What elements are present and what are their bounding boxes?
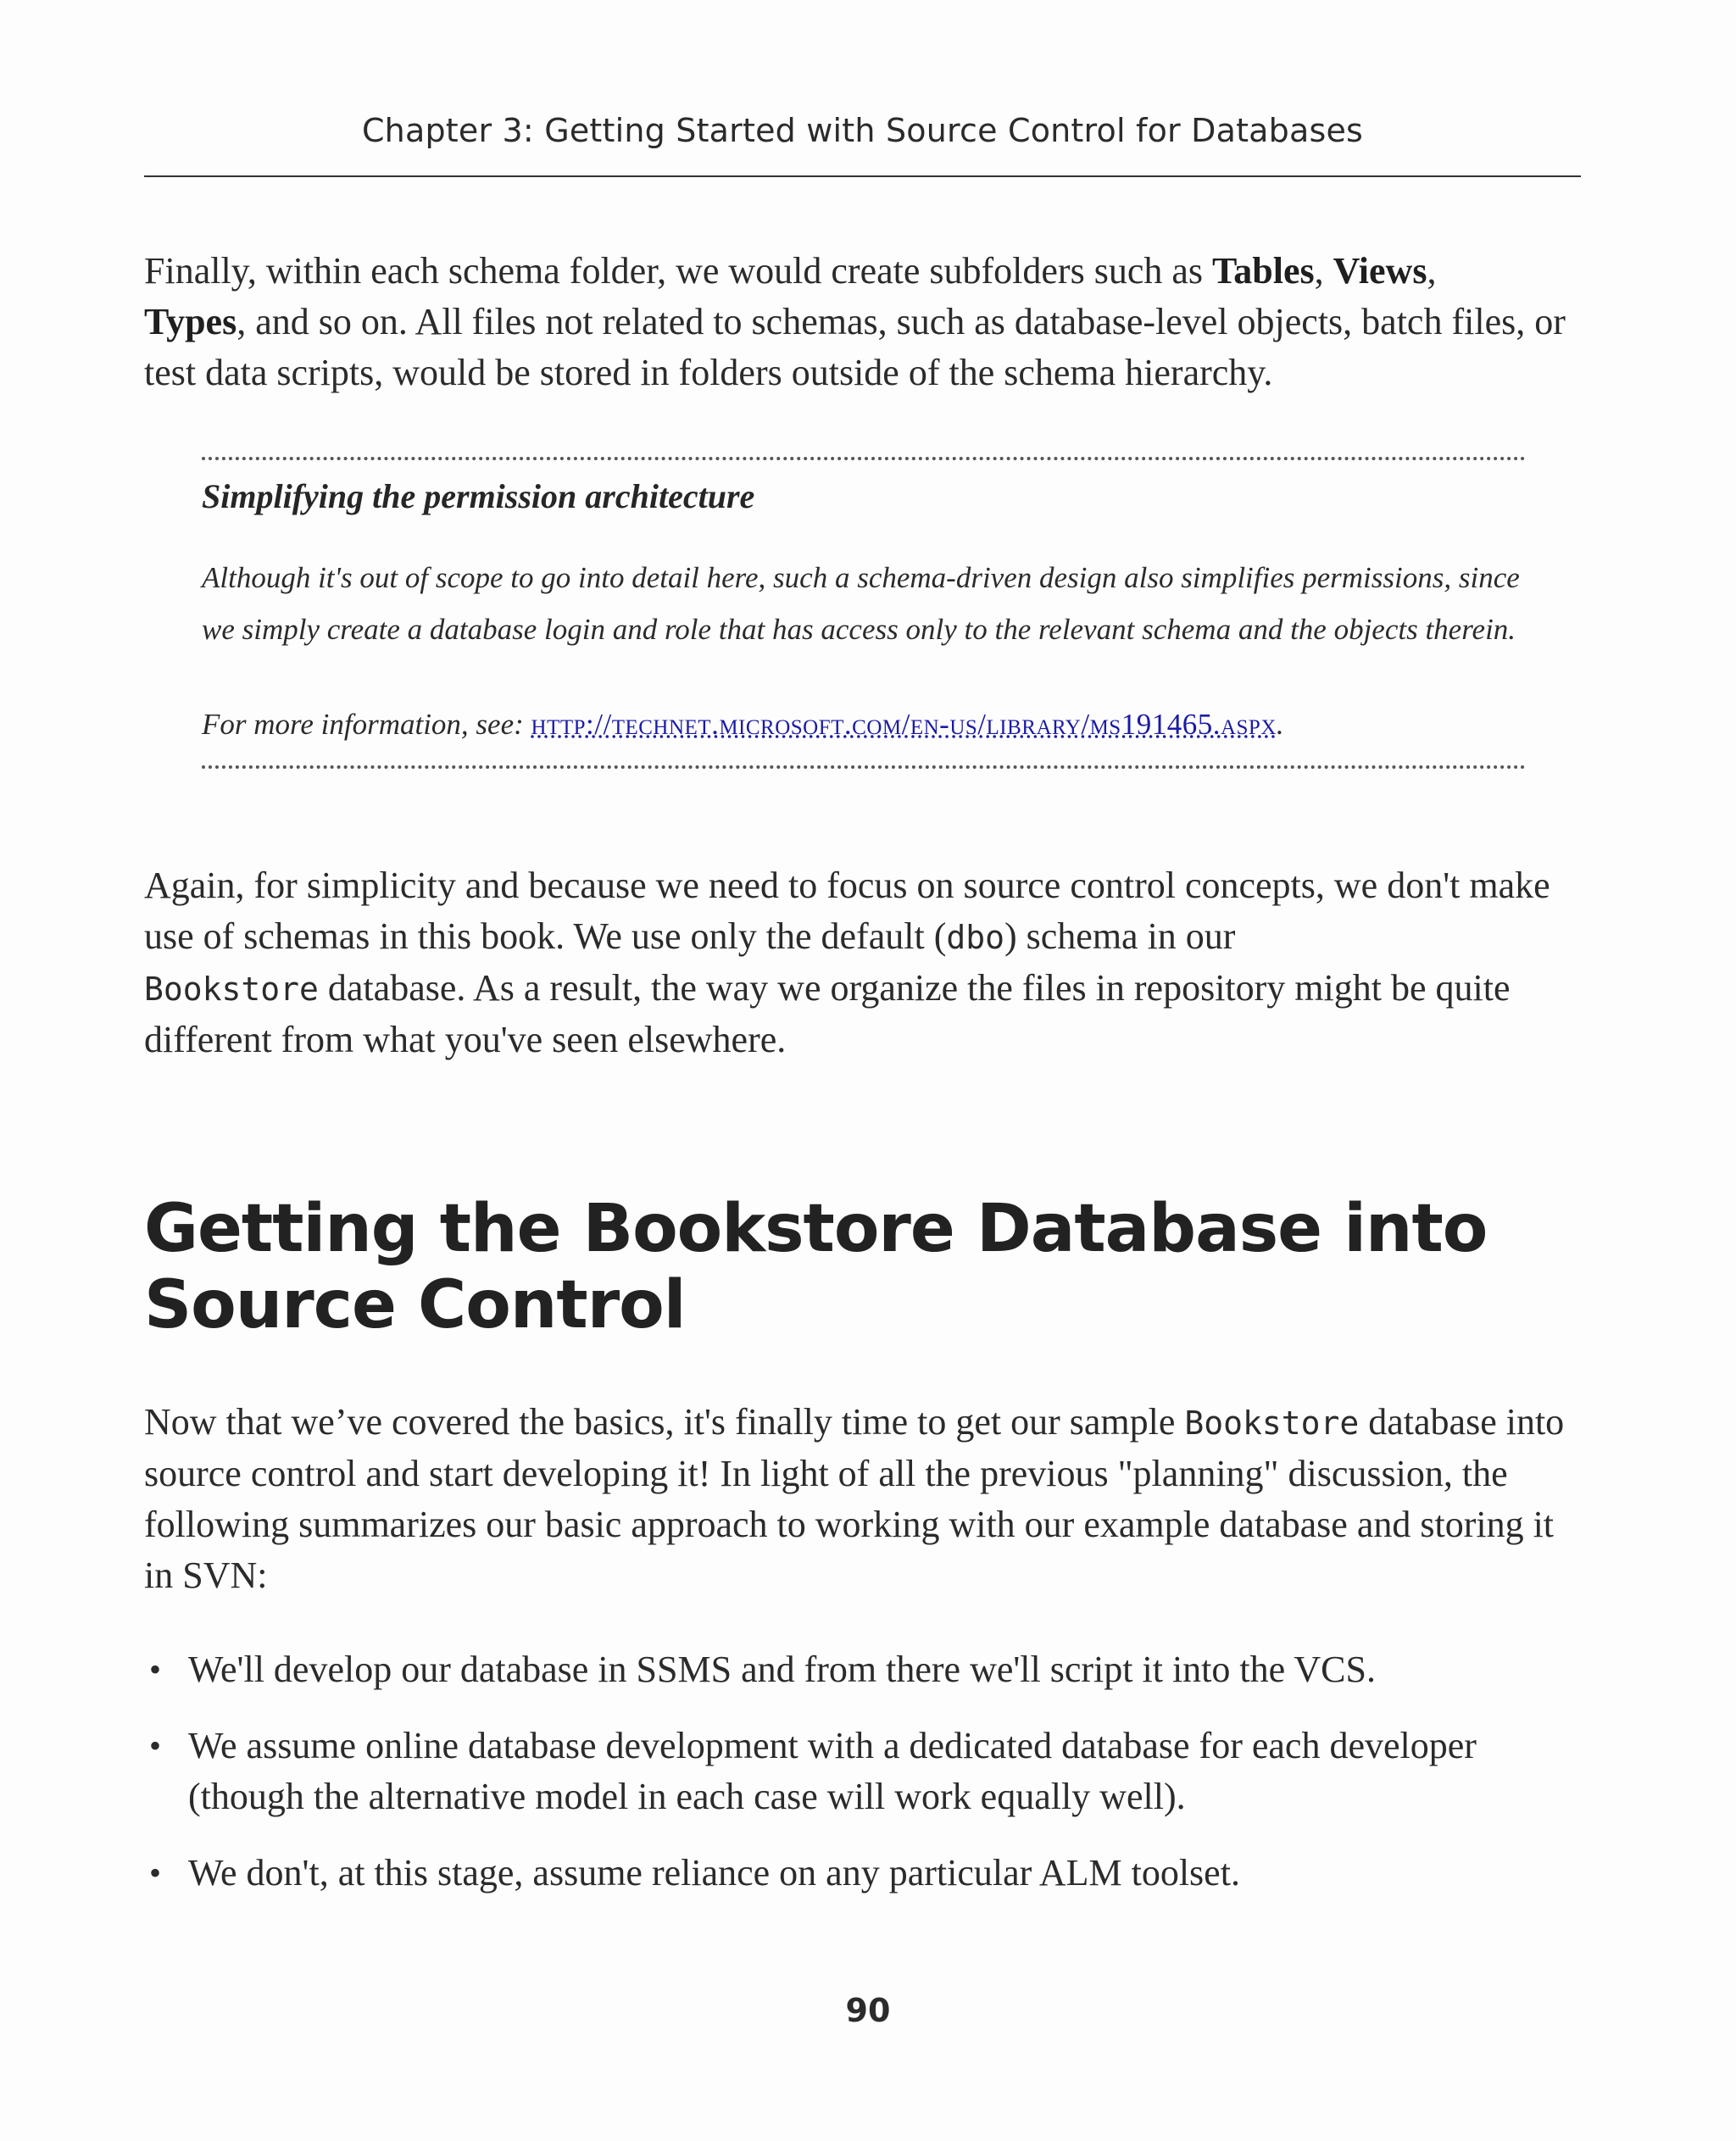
text-run: ,	[1427, 250, 1437, 292]
page-number: 90	[845, 1992, 891, 2029]
approach-bullet-list	[144, 1644, 1585, 1924]
code-bookstore: Bookstore	[144, 970, 319, 1008]
section-heading: Getting the Bookstore Database into Source Control	[144, 1191, 1488, 1343]
text-run: .	[1276, 708, 1284, 741]
header-rule	[144, 175, 1581, 177]
code-dbo: dbo	[946, 919, 1004, 956]
text-run: database into source control and start developing it! In light of all the previous "planning" discussion, the following summarizes our basic approach to working with our example database and storing it in SVN:	[144, 1401, 1565, 1596]
text-run: ) schema in our	[1004, 915, 1236, 957]
bullet-marker: •	[149, 1854, 162, 1892]
list-item	[144, 1644, 1585, 1695]
list-item-text: We don't, at this stage, assume reliance on any particular ALM toolset.	[188, 1852, 1240, 1894]
sidebar-bottom-rule	[202, 765, 1526, 769]
running-header: Chapter 3: Getting Started with Source Control for Databases	[361, 112, 1364, 149]
text-run: , and so on. All files not related to schemas, such as database-level objects, batch files, or test data scripts, would be stored in folders outside of the schema hierarchy.	[144, 301, 1566, 393]
sidebar-body: Although it's out of scope to go into detail here, such a schema-driven design also simplifies permissions, since we simply create a database login and role that has access only to the relevant schema and the objects therein.	[202, 561, 1520, 646]
bold-term-tables: Tables	[1212, 250, 1315, 292]
text-run: For more information, see:	[202, 708, 531, 741]
text-run: Finally, within each schema folder, we would create subfolders such as	[144, 250, 1212, 292]
sidebar-more-info	[202, 708, 1284, 742]
sidebar-top-rule	[202, 457, 1526, 460]
text-run: Now that we’ve covered the basics, it's finally time to get our sample	[144, 1401, 1185, 1443]
bullet-marker: •	[149, 1727, 162, 1765]
text-run: Again, for simplicity and because we need to focus on source control concepts, we don't make use of schemas in this book. We use only the default (	[144, 865, 1550, 957]
text-run: ,	[1314, 250, 1333, 292]
list-item-text: We'll develop our database in SSMS and from there we'll script it into the VCS.	[188, 1649, 1376, 1690]
sidebar-note	[202, 445, 1526, 767]
list-item	[144, 1848, 1585, 1899]
paragraph-no-schemas	[144, 860, 1585, 1065]
bold-term-types: Types	[144, 301, 237, 342]
code-bookstore: Bookstore	[1184, 1404, 1360, 1442]
list-item	[144, 1721, 1585, 1822]
bullet-marker: •	[149, 1650, 162, 1688]
technet-link[interactable]: http://technet.microsoft.com/en-us/library/ms191465.aspx	[531, 708, 1277, 741]
list-item-text: We assume online database development with a dedicated database for each developer (though the alternative model in each case will work equally well).	[188, 1725, 1477, 1817]
paragraph-basic-approach	[144, 1397, 1585, 1601]
text-run: database. As a result, the way we organize the files in repository might be quite different from what you've seen elsewhere.	[144, 967, 1511, 1060]
sidebar-title: Simplifying the permission architecture	[202, 477, 755, 515]
bold-term-views: Views	[1333, 250, 1427, 292]
paragraph-schema-subfolders	[144, 246, 1585, 398]
